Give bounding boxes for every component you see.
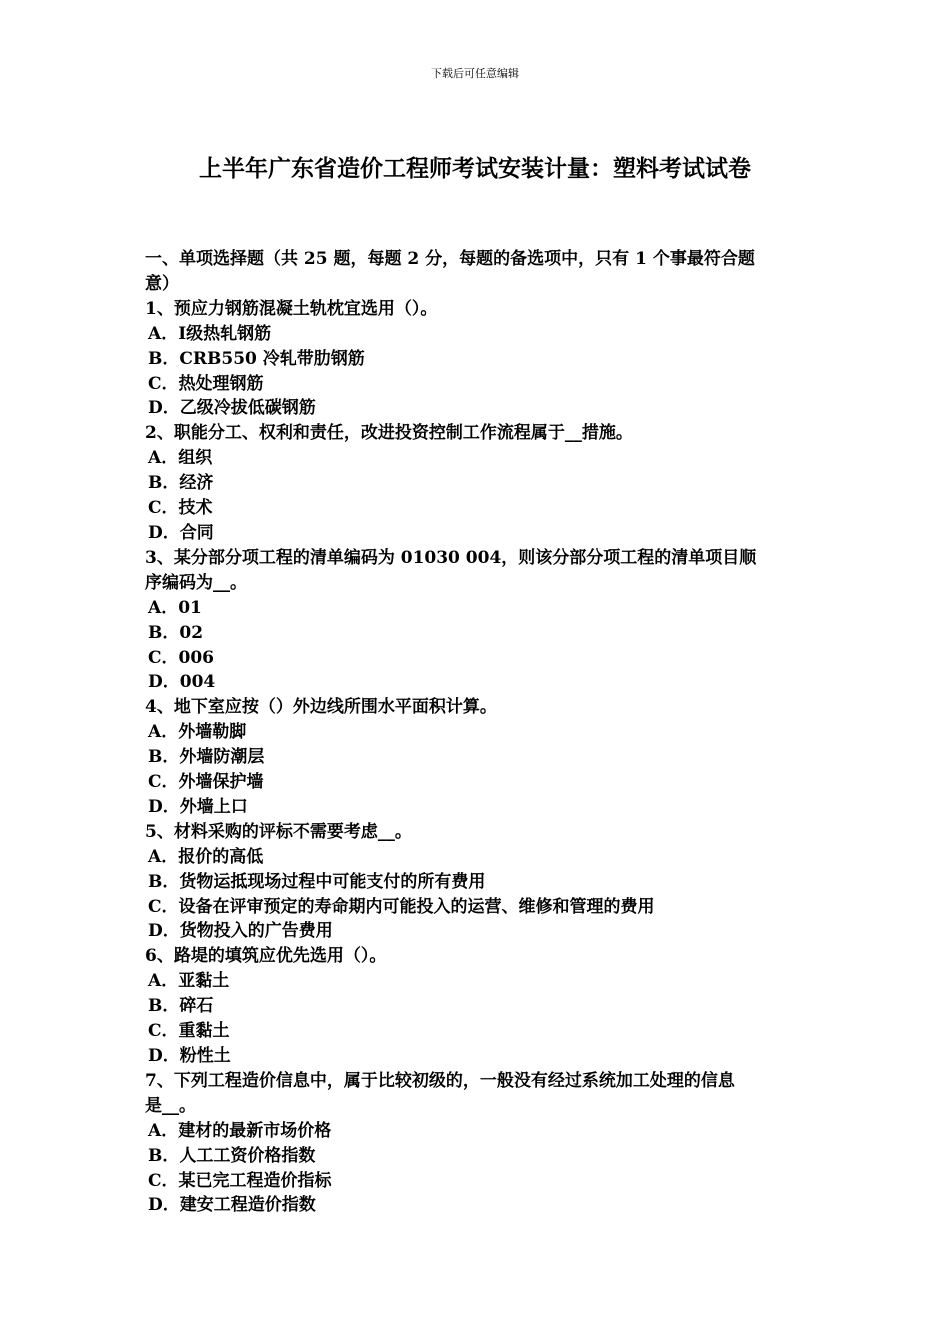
question-5 [145, 820, 815, 945]
option-d: D．粉性土 [148, 1046, 231, 1066]
option-d: D．乙级冷拔低碳钢筋 [148, 398, 316, 419]
option-a: A．外墙勒脚 [148, 722, 247, 743]
option-d: D．建安工程造价指数 [148, 1195, 316, 1216]
page-title: 上半年广东省造价工程师考试安装计量：塑料考试试卷 [199, 155, 751, 182]
section-heading-line: 一、单项选择题（共 25 题，每题 2 分，每题的备选项中，只有 1 个事最符合题 [145, 249, 755, 269]
option-a: A．建材的最新市场价格 [148, 1120, 332, 1141]
option-a: A．01 [148, 597, 202, 618]
option-b: B．外墙防潮层 [148, 747, 265, 768]
question-1 [145, 297, 815, 422]
question-stem: 7、下列工程造价信息中，属于比较初级的，一般没有经过系统加工处理的信息 [145, 1070, 735, 1091]
question-4 [145, 695, 815, 820]
question-stem: 1、预应力钢筋混凝土轨枕宜选用（）。 [145, 298, 438, 319]
question-stem: 2、职能分工、权利和责任，改进投资控制工作流程属于__措施。 [145, 423, 633, 444]
option-b: B．人工工资价格指数 [148, 1145, 316, 1166]
option-b: B．CRB550 冷轧带肋钢筋 [148, 348, 365, 369]
exam-content [145, 247, 815, 1218]
option-c: C．某已完工程造价指标 [148, 1170, 332, 1191]
section-heading [145, 247, 815, 297]
option-b: B．碎石 [148, 996, 214, 1017]
option-c: C．外墙保护墙 [148, 772, 264, 793]
option-c: C．006 [148, 647, 215, 668]
option-a: A．Ⅰ级热轧钢筋 [148, 323, 272, 344]
option-c: C．热处理钢筋 [148, 373, 264, 394]
option-a: A．组织 [148, 448, 213, 469]
question-stem: 3、某分部分项工程的清单编码为 01030 004，则该分部分项工程的清单项目顺 [145, 547, 757, 568]
option-c: C．设备在评审预定的寿命期内可能投入的运营、维修和管理的费用 [148, 896, 655, 917]
option-d: D．外墙上口 [148, 796, 248, 817]
question-stem: 是__。 [145, 1095, 196, 1116]
page-header: 下载后可任意编辑 [431, 67, 519, 80]
question-7 [145, 1069, 815, 1218]
option-b: B．经济 [148, 473, 214, 494]
question-stem: 6、路堤的填筑应优先选用（）。 [145, 946, 387, 967]
option-b: B．货物运抵现场过程中可能支付的所有费用 [148, 871, 486, 892]
option-a: A．报价的高低 [148, 846, 264, 867]
option-a: A．亚黏土 [148, 971, 230, 992]
question-stem: 5、材料采购的评标不需要考虑__。 [145, 821, 412, 842]
question-stem: 序编码为__。 [145, 572, 247, 593]
option-c: C．技术 [148, 498, 213, 519]
option-d: D．合同 [148, 522, 214, 543]
option-d: D．货物投入的广告费用 [148, 921, 333, 942]
option-b: B．02 [148, 622, 204, 643]
question-3 [145, 546, 815, 695]
question-stem: 4、地下室应按（）外边线所围水平面积计算。 [145, 697, 497, 718]
section-heading-line: 意） [145, 273, 179, 294]
question-2 [145, 421, 815, 546]
option-c: C．重黏土 [148, 1021, 230, 1042]
option-d: D．004 [148, 672, 216, 693]
question-6 [145, 944, 815, 1069]
